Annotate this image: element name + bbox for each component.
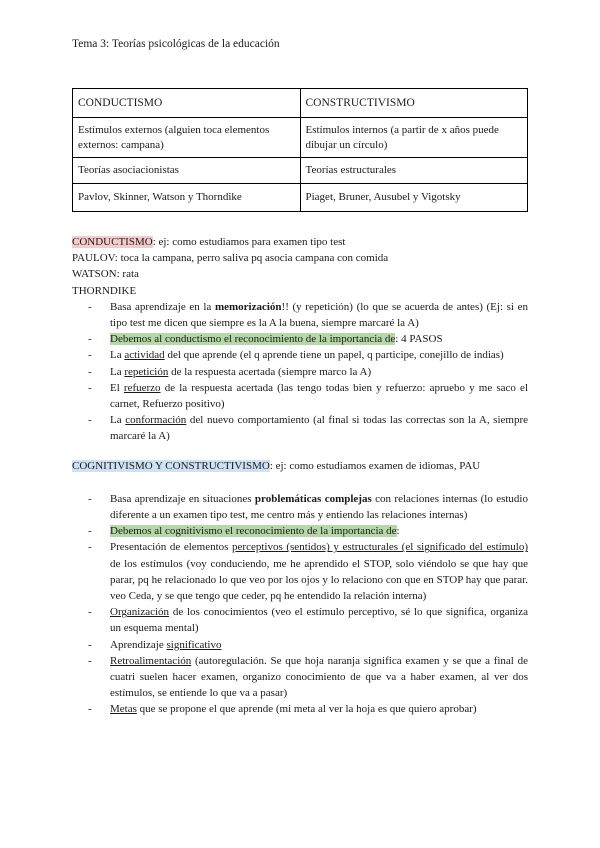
table-cell: Estímulos externos (alguien toca elementos externos: campana) xyxy=(73,118,301,158)
document-body xyxy=(72,234,528,718)
table-cell: Piaget, Bruner, Ausubel y Vigotsky xyxy=(300,184,528,212)
cognitivismo-heading-line: COGNITIVISMO Y CONSTRUCTIVISMO: ej: como estudiamos examen de idiomas, PAU xyxy=(72,459,481,472)
table-cell: Pavlov, Skinner, Watson y Thorndike xyxy=(73,184,301,212)
list-item: - La actividad del que aprende (el q aprende tiene un papel, q participe, conejillo de indias) xyxy=(72,347,528,363)
cognitivismo-list xyxy=(72,491,528,718)
list-item: - Retroalimentación (autoregulación. Se que hoja naranja significa examen y se que a final de cuatri suelen hacer examen, organizo conocimiento de que va a haber examen, al ver dos estímulos, se entiende lo que va a pasar) xyxy=(72,653,528,702)
list-item: - La repetición de la respuesta acertada (siempre marco la A) xyxy=(72,364,528,380)
list-item: - Basa aprendizaje en la memorización!! (y repetición) (lo que se acuerda de antes) (Ej: si en tipo test me dicen que siempre es la A la buena, siempre marcaré la A) xyxy=(72,299,528,331)
list-item: - La conformación del nuevo comportamiento (al final si todas las correctas son la A, siempre marcaré la A) xyxy=(72,412,528,444)
conductismo-list xyxy=(72,299,528,445)
table-cell: CONSTRUCTIVISMO xyxy=(300,89,528,118)
list-item: - Debemos al conductismo el reconocimiento de la importancia de: 4 PASOS xyxy=(72,331,528,347)
list-item: - Basa aprendizaje en situaciones problemáticas complejas con relaciones internas (lo estudio diferente a un examen tipo test, me centro más y entiendo las relaciones internas) xyxy=(72,491,528,523)
cognitivismo-section xyxy=(72,458,528,718)
watson-line: WATSON: rata xyxy=(72,268,139,281)
comparison-table xyxy=(72,88,528,212)
thorndike-line: THORNDIKE xyxy=(72,284,137,297)
table-row xyxy=(73,118,528,158)
table-row xyxy=(73,89,528,118)
list-item: - Presentación de elementos perceptivos (sentidos) y estructurales (el significado del estímulo) de los estímulos (voy conduciendo, me he aprendido el STOP, solo viéndolo se que hay que parar, pq he relacionado lo que veo por los ojos y lo relaciono con que en STOP hay que parar. veo Ceda, y se que tengo que ceder, pq he entendido la relación interna) xyxy=(72,539,528,604)
list-item: - El refuerzo de la respuesta acertada (las tengo todas bien y refuerzo: apruebo y me saco el carnet, Refuerzo positivo) xyxy=(72,380,528,412)
table-cell: Teorías asociacionistas xyxy=(73,158,301,184)
table-cell: Teorías estructurales xyxy=(300,158,528,184)
list-item: - Debemos al cognitivismo el reconocimiento de la importancia de: xyxy=(72,523,528,539)
pavlov-line: PAULOV: toca la campana, perro saliva pq asocia campana con comida xyxy=(72,252,389,265)
cognitivismo-heading: COGNITIVISMO Y CONSTRUCTIVISMO xyxy=(72,459,270,472)
table-cell: CONDUCTISMO xyxy=(73,89,301,118)
conductismo-heading: CONDUCTISMO xyxy=(72,236,153,248)
page-title: Tema 3: Teorías psicológicas de la educación xyxy=(72,38,280,50)
list-item: - Metas que se propone el que aprende (mi meta al ver la hoja es que quiero aprobar) xyxy=(72,701,528,717)
table-row xyxy=(73,158,528,184)
table-cell: Estímulos internos (a partir de x años puede dibujar un círculo) xyxy=(300,118,528,158)
list-item: - Organización de los conocimientos (veo el estímulo perceptivo, sé lo que significa, organiza un esquema mental) xyxy=(72,604,528,636)
conductismo-heading-line: CONDUCTISMO: ej: como estudiamos para examen tipo test xyxy=(72,236,346,248)
table-row xyxy=(73,184,528,212)
list-item: - Aprendizaje significativo xyxy=(72,637,528,653)
